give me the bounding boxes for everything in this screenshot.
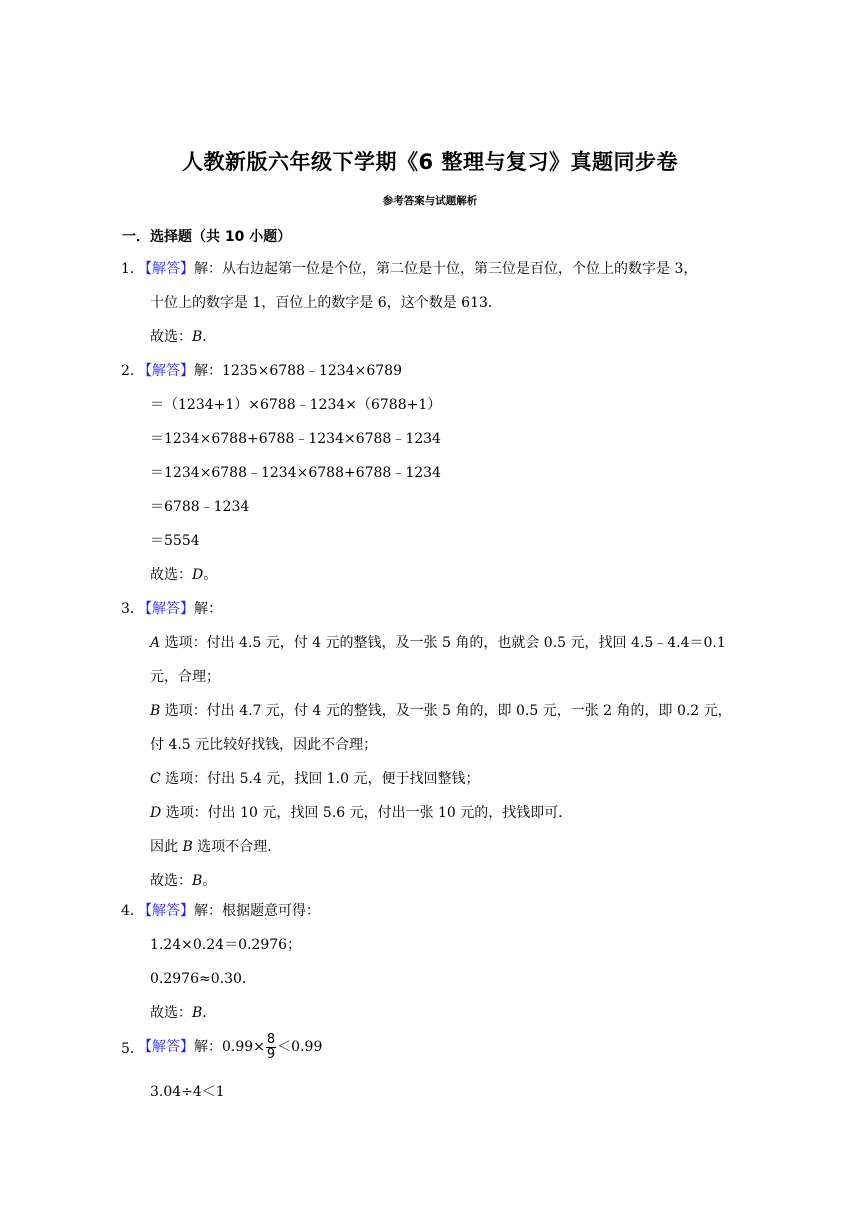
q1-choice-letter: B [192,329,203,345]
q2-line-6: ＝5554 [150,533,200,549]
section-heading: 一．选择题（共 10 小题） [122,229,292,245]
question-number-3: 3． [121,601,144,617]
q2-line-2: ＝（1234+1）×6788﹣1234×（6788+1） [150,397,442,413]
q2-choice-letter: D [192,567,204,583]
q3-option-d: D 选项：付出 10 元，找回 5.6 元，付出一张 10 元的，找钱即可． [150,805,573,821]
q4-choice-letter: B [192,1005,203,1021]
q3-conclusion: 因此 B 选项不合理． [150,839,282,855]
question-number-2: 2． [121,363,144,379]
answer-tag: 【解答】 [138,601,194,617]
q1-line-1 [138,260,697,278]
q5-line-2: 3.04÷4＜1 [150,1084,225,1100]
q3-option-b-cont: 付 4.5 元比较好找钱，因此不合理； [150,737,378,753]
q2-line-5: ＝6788﹣1234 [150,499,250,515]
page-title: 人教新版六年级下学期《6 整理与复习》真题同步卷 [182,150,678,174]
q4-line-1 [138,902,320,920]
q2-choice: 故选：D。 [150,567,218,583]
q2-line-4: ＝1234×6788﹣1234×6788+6788﹣1234 [150,465,441,481]
q4-line-3: 0.2976≈0.30． [150,971,256,987]
q2-line-1 [138,362,402,380]
q4-line-2: 1.24×0.24＝0.2976； [150,937,302,953]
q3-text-1: 解： [194,601,222,617]
q3-choice: 故选：B。 [150,873,217,889]
answer-tag: 【解答】 [138,261,194,277]
q1-choice: 故选：B． [150,329,217,345]
question-number-5: 5． [121,1041,144,1057]
q2-line-3: ＝1234×6788+6788﹣1234×6788﹣1234 [150,431,441,447]
q4-choice: 故选：B． [150,1005,217,1021]
page-subtitle: 参考答案与试题解析 [382,195,478,207]
answer-tag: 【解答】 [138,363,194,379]
question-number-4: 4． [121,903,144,919]
answer-tag: 【解答】 [138,903,194,919]
fraction-8-9: $\frac{8}{9}$ [266,1031,276,1062]
q3-option-c: C 选项：付出 5.4 元，找回 1.0 元，便于找回整钱； [150,771,480,787]
q2-text-1: 解：1235×6788﹣1234×6789 [194,363,402,379]
q4-text-1: 解：根据题意可得： [194,903,320,919]
q3-option-b: B 选项：付出 4.7 元，付 4 元的整钱，及一张 5 角的，即 0.5 元，一张 2 角的，即 0.2 元， [150,703,732,719]
q3-line-1 [138,600,222,618]
q5-line-1: 【解答】解：0.99× $\frac{8}{9}$ ＜0.99 [138,1031,323,1062]
q3-option-a-cont: 元，合理； [150,669,220,685]
answer-tag: 【解答】 [138,1039,194,1055]
q3-choice-letter: B [192,873,203,889]
q1-line-2: 十位上的数字是 1，百位上的数字是 6，这个数是 613． [150,295,502,311]
q1-text-1: 解：从右边起第一位是个位，第二位是十位，第三位是百位，个位上的数字是 3， [194,261,698,277]
q3-option-a: A 选项：付出 4.5 元，付 4 元的整钱，及一张 5 角的，也就会 0.5 元，找回 4.5﹣4.4＝0.1 [150,635,726,651]
question-number-1: 1． [121,261,144,277]
